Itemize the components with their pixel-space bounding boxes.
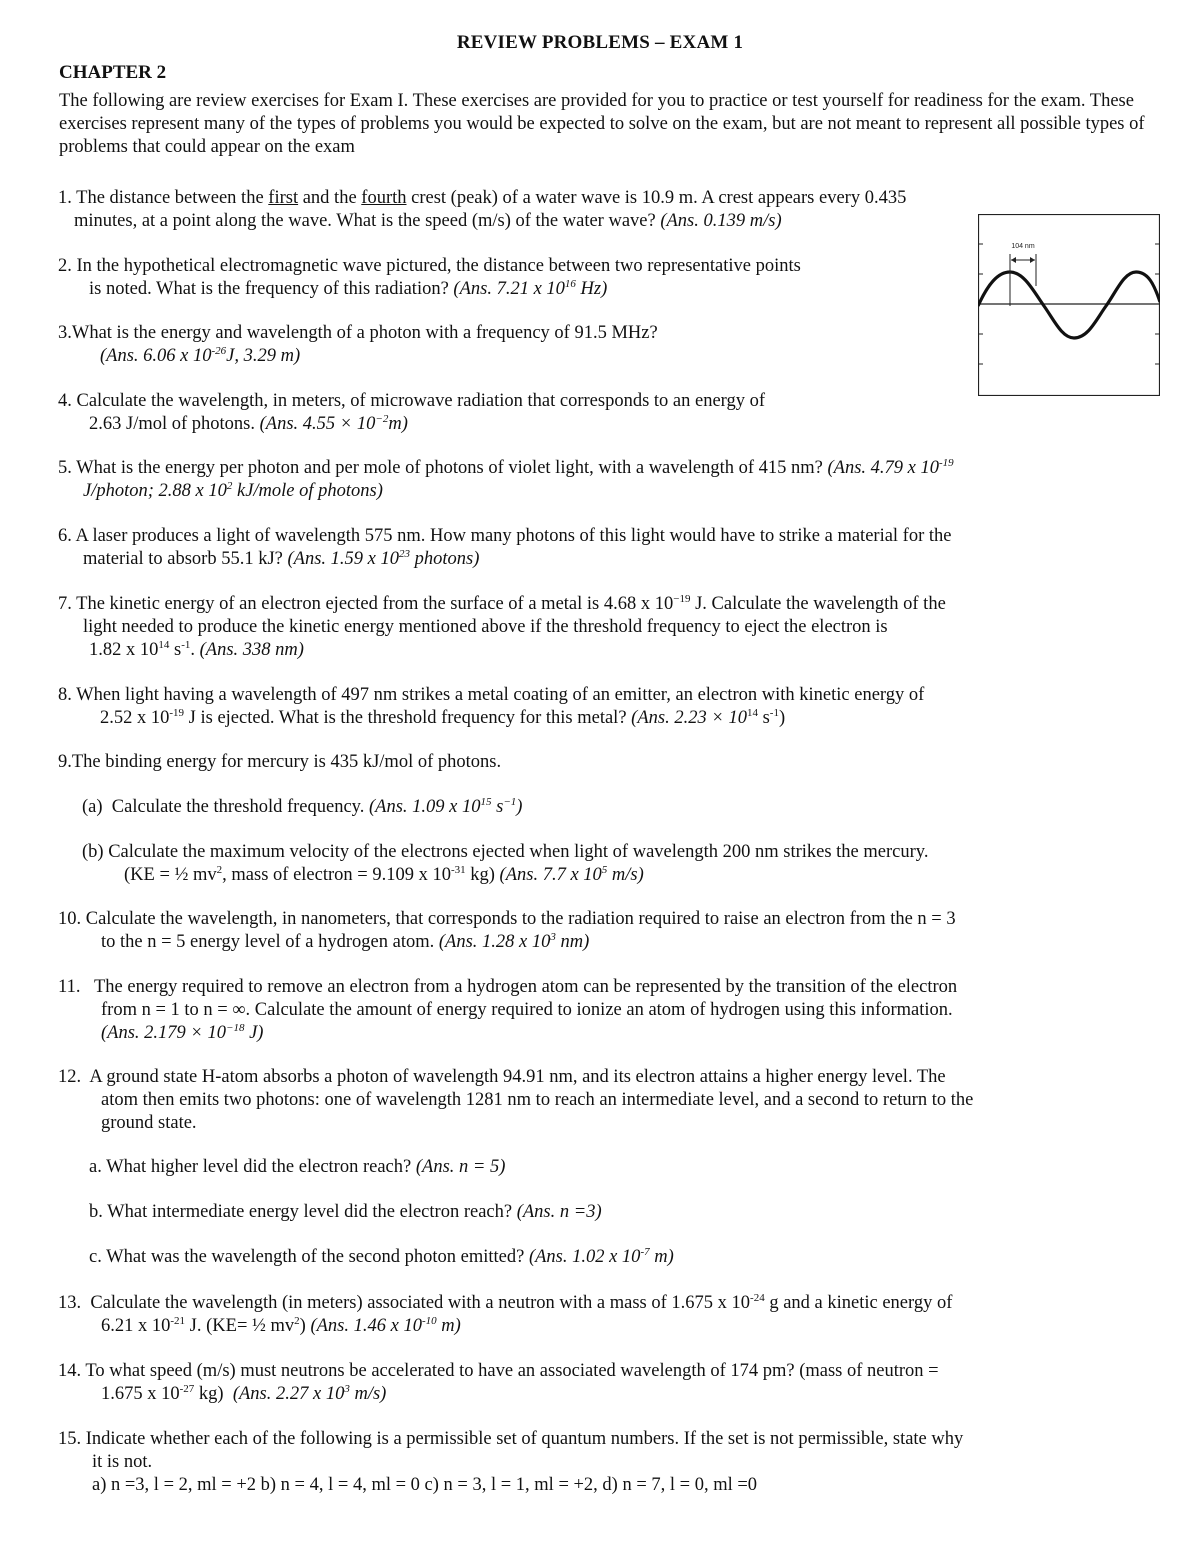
problem-15: 15. Indicate whether each of the following is a permissible set of quantum numbers. If the set is not permissible, state why it is not. a) n =3, l = 2, ml = +2 b) n = 4, l = 4, ml = 0 c) n = 3, l = 1, ml = +2, d) n = 7, l = 0, ml =0 [58, 1429, 964, 1495]
answer: (Ans. $4.55 \times 10^{-2}m$) [259, 412, 408, 434]
answer: (Ans. 7.7 x $10^5$ m/s) [499, 863, 644, 885]
answer: (Ans. 338 nm) [199, 640, 304, 660]
answer: (Ans. $2.179 \times 10^{-18}$ J) [101, 1021, 264, 1043]
answer: (Ans. 1.28 x $10^3$ nm) [438, 930, 590, 952]
answer: (Ans. 7.21 x $10^{16}$ Hz) [453, 277, 608, 299]
answer: (Ans. n = 5) [415, 1157, 506, 1177]
wave-curve [978, 272, 1160, 338]
problem-12: 12. A ground state H-atom absorbs a photon of wavelength 94.91 nm, and its electron attains a higher energy level. The atom then emits two photons: one of wavelength 1281 nm to reach an intermediate level, and a second to return to the ground state. [58, 1067, 974, 1133]
problem-11: 11. The energy required to remove an electron from a hydrogen atom can be represented by the transition of the electron from n = 1 to n = ∞. Calculate the amount of energy required to ionize an atom of hydrogen using this information. (Ans. $2.179 \times 10^{-18}$ J) [58, 977, 958, 1043]
problem-2: 2. In the hypothetical electromagnetic wave pictured, the distance between two representative points is noted. What is the frequency of this radiation? (Ans. 7.21 x $10^{16}$ Hz) [58, 256, 801, 299]
answer: (Ans. n =3) [516, 1202, 602, 1222]
problem-7: 7. The kinetic energy of an electron ejected from the surface of a metal is 4.68 x $10^{-19}$ J. Calculate the wavelength of the light needed to produce the kinetic energy mentioned above if the threshold frequency to eject the electron is 1.82 x $10^{14}$ $s^{-1}$. (Ans. 338 nm) [58, 592, 946, 660]
wave-distance-label: 104 nm [1011, 243, 1035, 250]
problem-10: 10. Calculate the wavelength, in nanometers, that corresponds to the radiation required to raise an electron from the n = 3 to the n = 5 energy level of a hydrogen atom. (Ans. 1.28 x $10^3$ nm) [58, 909, 956, 952]
problem-4: 4. Calculate the wavelength, in meters, of microwave radiation that corresponds to an energy of 2.63 J/mol of photons. (Ans. $4.55 \times 10^{-2}m$) [58, 391, 766, 434]
answer: (Ans. 1.09 x $10^{15}$ $s^{-1}$) [368, 795, 523, 817]
answer: (Ans. $2.23 \times 10^{14}$ $s^{-1}$) [631, 706, 786, 728]
wave-figure [978, 214, 1160, 396]
problem-1: 1. The distance between the first and the fourth crest (peak) of a water wave is 10.9 m. A crest appears every 0.435 minutes, at a point along the wave. What is the speed (m/s) of the water wave? (Ans. 0.139 m/s) [58, 188, 907, 231]
answer: (Ans. 1.59 x $10^{23}$ photons) [287, 547, 480, 569]
problem-8: 8. When light having a wavelength of 497 nm strikes a metal coating of an emitter, an electron with kinetic energy of 2.52 x $10^{-19}$ J is ejected. What is the threshold frequency for this metal? (Ans. $2.23 \times 10^{14}$ $s^{-1}$) [58, 685, 925, 728]
answer: (Ans. 1.02 x $10^{-7}$ m) [528, 1245, 674, 1267]
problem-3: 3.What is the energy and wavelength of a photon with a frequency of 91.5 MHz? (Ans. 6.06 x $10^{-26}J$, 3.29 m) [58, 323, 658, 366]
chapter-heading: CHAPTER 2 [59, 62, 167, 83]
answer: (Ans. 4.79 x $10^{-19}$ [827, 456, 954, 478]
intro-paragraph: The following are review exercises for Exam I. These exercises are provided for you to practice or test yourself for readiness for the exam. These exercises represent many of the types of problems you would be expected to solve on the exam, but are not meant to represent all possible types of problems that could appear on the exam [59, 91, 1145, 157]
document-title: REVIEW PROBLEMS – EXAM 1 [456, 32, 744, 53]
answer: (Ans. 1.46 x $10^{-10}$ m) [310, 1314, 461, 1336]
problem-12a: a. What higher level did the electron reach? (Ans. n = 5) [89, 1157, 506, 1177]
problem-12b: b. What intermediate energy level did the electron reach? (Ans. n =3) [89, 1202, 602, 1222]
problem-9b: (b) Calculate the maximum velocity of the electrons ejected when light of wavelength 200 nm strikes the mercury. (KE = ½ $mv^2$, mass of electron = 9.109 x $10^{-31}$ kg) (Ans. 7.7 x $10^5$ m/s) [82, 842, 929, 885]
problem-14: 14. To what speed (m/s) must neutrons be accelerated to have an associated wavelength of 174 pm? (mass of neutron = 1.675 x $10^{-27}$ kg) (Ans. 2.27 x $10^3$ m/s) [58, 1361, 939, 1404]
answer: (Ans. 0.139 m/s) [660, 211, 782, 231]
problem-6: 6. A laser produces a light of wavelength 575 nm. How many photons of this light would have to strike a material for the material to absorb 55.1 kJ? (Ans. 1.59 x $10^{23}$ photons) [58, 526, 952, 569]
problem-5: 5. What is the energy per photon and per mole of photons of violet light, with a wavelength of 415 nm? (Ans. 4.79 x $10^{-19}$ J/photon; 2.88 x $10^2$ kJ/mole of photons) [58, 456, 954, 501]
problem-12c: c. What was the wavelength of the second photon emitted? (Ans. 1.02 x $10^{-7}$ m) [89, 1245, 674, 1267]
answer: (Ans. 6.06 x $10^{-26}J$, 3.29 m) [100, 344, 301, 366]
problem-9: 9.The binding energy for mercury is 435 kJ/mol of photons. [58, 752, 502, 772]
answer: (Ans. 2.27 x $10^3$ m/s) [232, 1382, 387, 1404]
problem-9a: (a) Calculate the threshold frequency. (Ans. 1.09 x $10^{15}$ $s^{-1}$) [82, 795, 523, 817]
problem-13: 13. Calculate the wavelength (in meters) associated with a neutron with a mass of 1.675 x $10^{-24}$ g and a kinetic energy of 6.21 x $10^{-21}$ J. (KE= ½ $mv^2$) (Ans. 1.46 x $10^{-10}$ m) [58, 1291, 953, 1336]
